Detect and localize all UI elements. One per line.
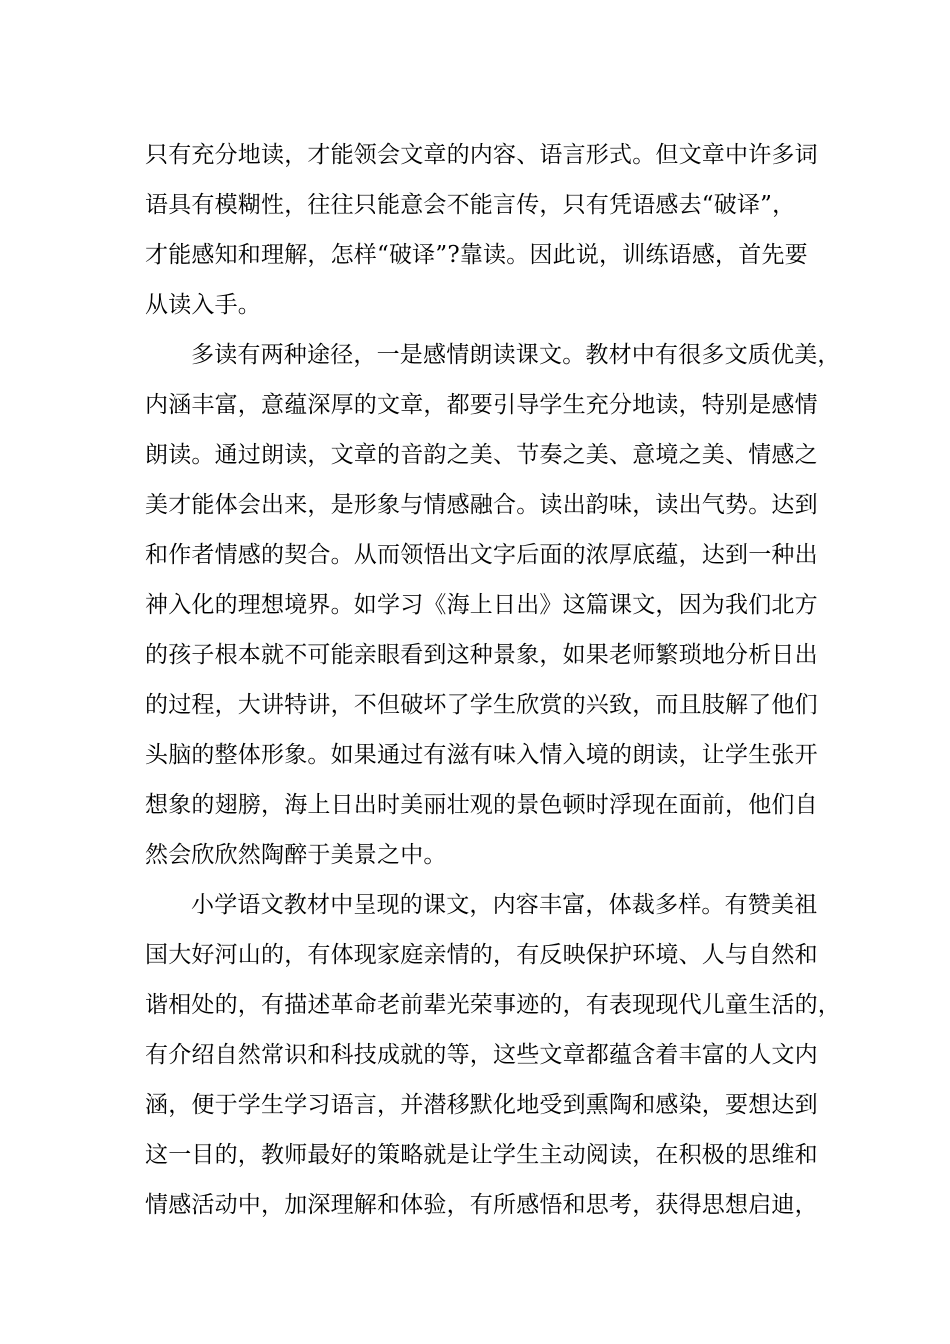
paragraph-2-line-7: 的孩子根本就不可能亲眼看到这种景象，如果老师繁琐地分析日出 [145, 642, 818, 668]
paragraph-3-line-1: 小学语文教材中呈现的课文，内容丰富，体裁多样。有赞美祖 [191, 892, 818, 918]
paragraph-3-line-3: 谐相处的，有描述革命老前辈光荣事迹的，有表现现代儿童生活的， [145, 992, 841, 1018]
paragraph-2-line-1: 多读有两种途径，一是感情朗读课文。教材中有很多文质优美， [191, 342, 841, 368]
text-line-4: 从读入手。 [145, 292, 261, 318]
text-line-3: 才能感知和理解，怎样“破译”?靠读。因此说，训练语感，首先要 [145, 242, 808, 268]
paragraph-2-line-11: 然会欣欣然陶醉于美景之中。 [145, 842, 447, 868]
paragraph-2-line-9: 头脑的整体形象。如果通过有滋有味入情入境的朗读，让学生张开 [145, 742, 818, 768]
paragraph-2-line-3: 朗读。通过朗读，文章的音韵之美、节奏之美、意境之美、情感之 [145, 442, 818, 468]
paragraph-2-line-8: 的过程，大讲特讲，不但破坏了学生欣赏的兴致，而且肢解了他们 [145, 692, 818, 718]
text-line-2: 语具有模糊性，往往只能意会不能言传，只有凭语感去“破译”， [145, 192, 796, 218]
text-line-1: 只有充分地读，才能领会文章的内容、语言形式。但文章中许多词 [145, 142, 818, 168]
paragraph-3-line-6: 这一目的，教师最好的策略就是让学生主动阅读，在积极的思维和 [145, 1142, 818, 1168]
paragraph-2-line-10: 想象的翅膀，海上日出时美丽壮观的景色顿时浮现在面前，他们自 [145, 792, 818, 818]
paragraph-2-line-6: 神入化的理想境界。如学习《海上日出》这篇课文，因为我们北方 [145, 592, 818, 618]
paragraph-2-line-2: 内涵丰富，意蕴深厚的文章，都要引导学生充分地读，特别是感情 [145, 392, 818, 418]
paragraph-3-line-7: 情感活动中，加深理解和体验，有所感悟和思考，获得思想启迪， [145, 1192, 818, 1218]
paragraph-3-line-5: 涵，便于学生学习语言，并潜移默化地受到熏陶和感染，要想达到 [145, 1092, 818, 1118]
paragraph-3-line-4: 有介绍自然常识和科技成就的等，这些文章都蕴含着丰富的人文内 [145, 1042, 818, 1068]
paragraph-2-line-5: 和作者情感的契合。从而领悟出文字后面的浓厚底蕴，达到一种出 [145, 542, 818, 568]
paragraph-3-line-2: 国大好河山的，有体现家庭亲情的，有反映保护环境、人与自然和 [145, 942, 818, 968]
paragraph-2-line-4: 美才能体会出来，是形象与情感融合。读出韵味，读出气势。达到 [145, 492, 818, 518]
